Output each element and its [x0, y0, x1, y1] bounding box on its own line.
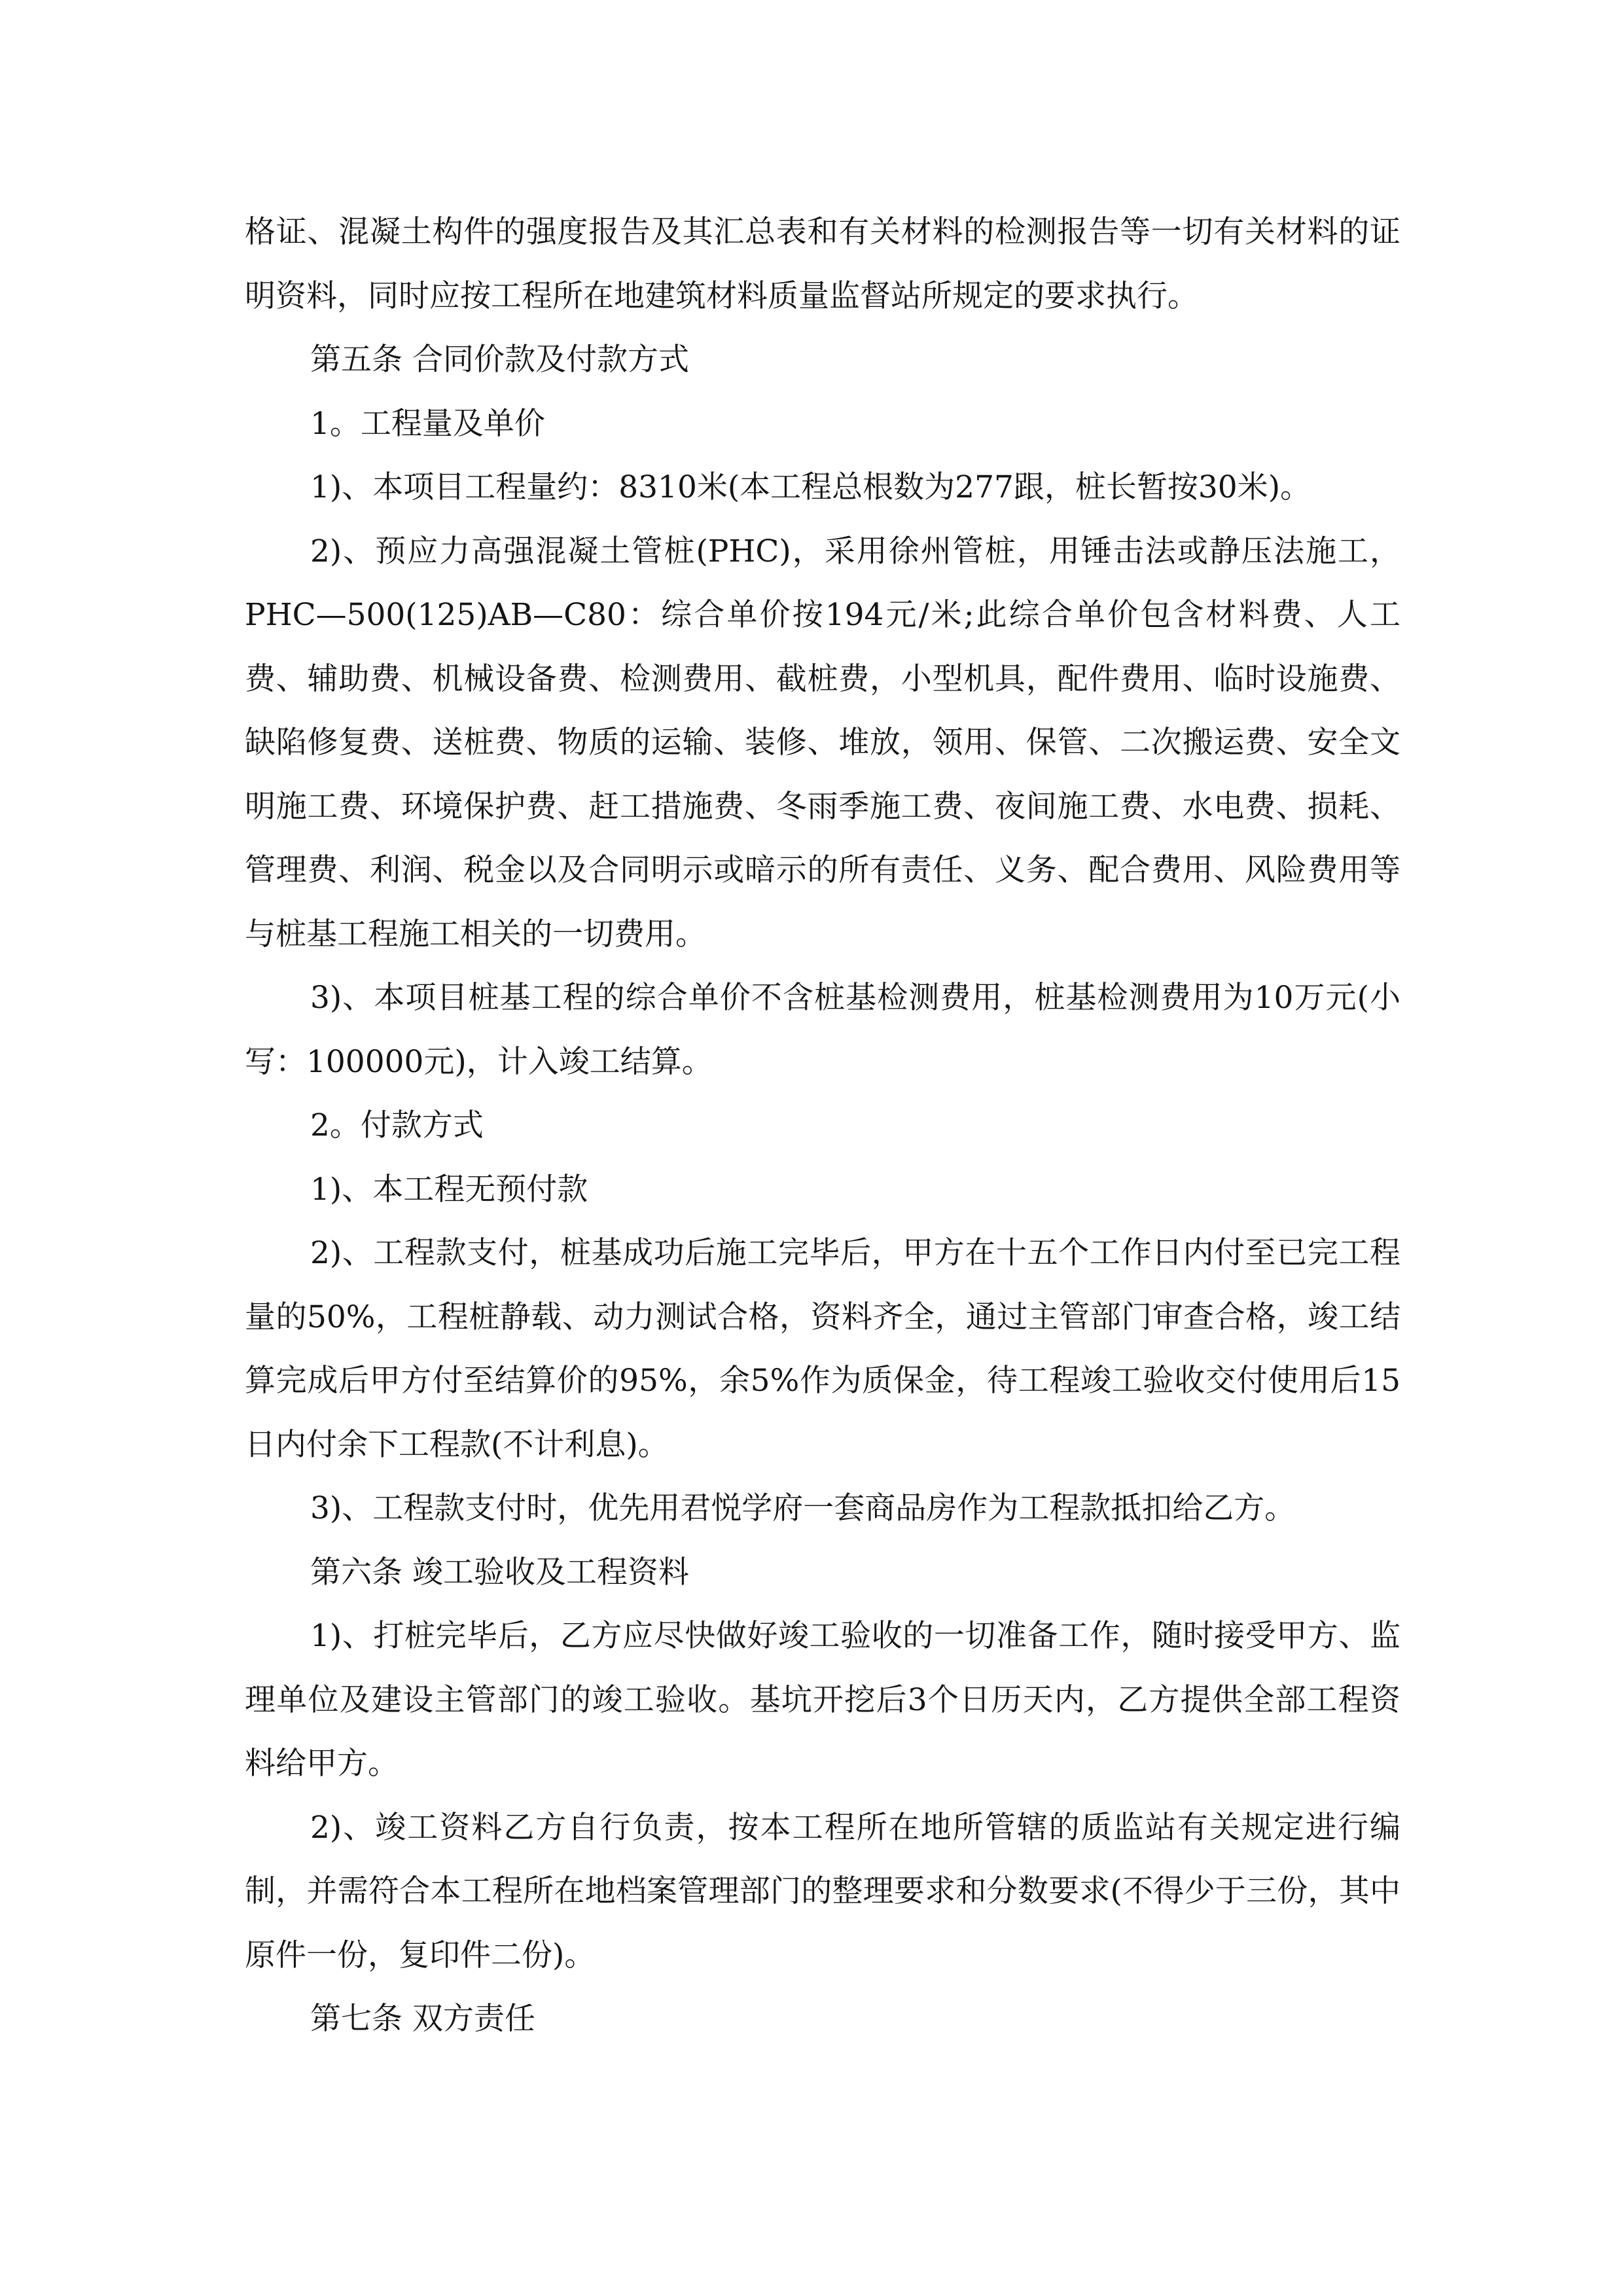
paragraph-documents: 2)、竣工资料乙方自行负责，按本工程所在地所管辖的质监站有关规定进行编制，并需符合本工程所在地档案管理部门的整理要求和分数要求(不得少于三份，其中原件一份，复印件二份)。 — [245, 1809, 1400, 1973]
paragraph-acceptance: 1)、打桩完毕后，乙方应尽快做好竣工验收的一切准备工作，随时接受甲方、监理单位及建设主管部门的竣工验收。基坑开挖后3个日历天内，乙方提供全部工程资料给甲方。 — [245, 1618, 1400, 1782]
paragraph-quantity: 1)、本项目工程量约：8310米(本工程总根数为277跟，桩长暂按30米)。 — [310, 469, 1311, 505]
paragraph-continued: 格证、混凝土构件的强度报告及其汇总表和有关材料的检测报告等一切有关材料的证明资料，同时应按工程所在地建筑材料质量监督站所规定的要求执行。 — [245, 214, 1400, 314]
paragraph-testing-fee: 3)、本项目桩基工程的综合单价不含桩基检测费用，桩基检测费用为10万元(小写：100000元)，计入竣工结算。 — [245, 980, 1400, 1080]
article-6-heading: 第六条 竣工验收及工程资料 — [310, 1554, 689, 1590]
section-quantity-price-heading: 1。工程量及单价 — [310, 405, 545, 442]
paragraph-no-advance: 1)、本工程无预付款 — [310, 1171, 588, 1208]
paragraph-payment-offset: 3)、工程款支付时，优先用君悦学府一套商品房作为工程款抵扣给乙方。 — [310, 1490, 1296, 1526]
article-5-heading: 第五条 合同价款及付款方式 — [310, 342, 689, 378]
paragraph-unit-price: 2)、预应力高强混凝土管桩(PHC)，采用徐州管桩，用锤击法或静压法施工，PHC—500(125)AB—C80：综合单价按194元/米;此综合单价包含材料费、人工费、辅助费、机械设备费、检测费用、截桩费，小型机具，配件费用、临时设施费、缺陷修复费、送桩费、物质的运输、装修、堆放，领用、保管、二次搬运费、安全文明施工费、环境保护费、赶工措施费、冬雨季施工费、夜间施工费、水电费、损耗、管理费、利润、税金以及合同明示或暗示的所有责任、义务、配合费用、风险费用等与桩基工程施工相关的一切费用。 — [245, 533, 1400, 952]
article-7-heading: 第七条 双方责任 — [310, 2001, 535, 2037]
section-payment-heading: 2。付款方式 — [310, 1107, 484, 1143]
document-body — [245, 200, 1400, 2051]
paragraph-payment-schedule: 2)、工程款支付，桩基成功后施工完毕后，甲方在十五个工作日内付至已完工程量的50%，工程桩静载、动力测试合格，资料齐全，通过主管部门审查合格，竣工结算完成后甲方付至结算价的95%，余5%作为质保金，待工程竣工验收交付使用后15日内付余下工程款(不计利息)。 — [245, 1235, 1400, 1463]
